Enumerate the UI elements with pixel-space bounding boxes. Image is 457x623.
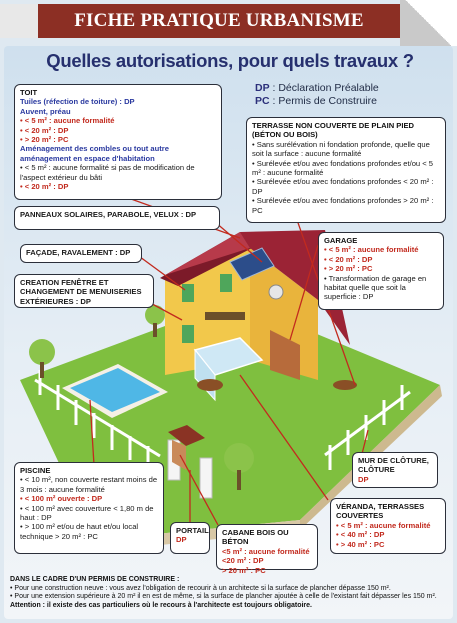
terrace-box xyxy=(246,117,446,223)
pool-box xyxy=(14,462,164,554)
roof-line-4: • < 20 m² : DP xyxy=(20,125,69,135)
cabin-title: CABANE BOIS OU BÉTON xyxy=(222,528,289,547)
solar-panels-box xyxy=(14,206,220,230)
footer-notes xyxy=(10,576,448,610)
fence-box xyxy=(352,452,438,488)
footer-line-2: • Pour une extension supérieure à 20 m² il en est de même, si la surface de plancher ajoutée à celle de l'existant fait dépasser les 150 m². xyxy=(10,593,437,601)
roof-line-6: Aménagement des combles ou tout autre aménagement en espace d'habitation xyxy=(20,144,169,163)
gate-title: PORTAIL xyxy=(176,526,209,535)
gate-box xyxy=(170,522,210,554)
tree-2 xyxy=(145,305,165,325)
balcony xyxy=(205,312,245,320)
footer-line-1: • Pour une construction neuve : vous avez l'obligation de recourir à un architecte si la surface de plancher dépasse 150 m². xyxy=(10,584,391,592)
satellite-dish-icon xyxy=(269,285,283,299)
pool-title: PISCINE xyxy=(20,466,51,475)
gate-pillar-right xyxy=(200,458,212,498)
legend-pc-text: : Permis de Construire xyxy=(269,95,377,107)
fence-text: MUR DE CLÔTURE, CLÔTURE xyxy=(358,456,429,475)
roof-line-7: • < 5 m² : aucune formalité si pas de modification de l'aspect extérieur du bâti xyxy=(20,163,195,182)
window-box xyxy=(14,274,154,308)
window-2 xyxy=(220,274,232,292)
veranda-title: VÉRANDA, TERRASSES COUVERTES xyxy=(336,502,425,521)
legend-dp-abbr: DP xyxy=(255,82,270,94)
veranda-line-1: • < 5 m² : aucune formalité xyxy=(336,520,431,530)
fence-value: DP xyxy=(358,474,369,484)
legend-dp-text: : Déclaration Préalable xyxy=(269,82,379,94)
terrace-title: TERRASSE NON COUVERTE DE PLAIN PIED (BÉTON OU BOIS) xyxy=(252,121,415,140)
window-1 xyxy=(182,284,194,302)
garage-title: GARAGE xyxy=(324,236,358,245)
pool-line-1: • < 10 m², non couverte restant moins de 3 mois : aucune formalité xyxy=(20,475,158,494)
garage-box xyxy=(318,232,444,310)
garage-line-2: • < 20 m² : DP xyxy=(324,254,373,264)
terrace-line-2: • Surélevée et/ou avec fondations profondes et/ou < 5 m² : aucune formalité xyxy=(252,158,434,178)
terrace-line-4: • Surélevée et/ou avec fondations profondes > 20 m² : PC xyxy=(252,196,434,215)
window-3 xyxy=(182,325,194,343)
cabin-line-2: <20 m² : DP xyxy=(222,556,264,566)
facade-box xyxy=(20,244,142,263)
terrace-table xyxy=(197,379,223,391)
veranda-line-3: • > 40 m² : PC xyxy=(336,539,385,549)
cabin-line-3: > 20 m² : PC xyxy=(222,565,266,575)
tree-1 xyxy=(29,339,55,365)
veranda-box xyxy=(330,498,446,554)
garage-line-4: • Transformation de garage en habitat quelle que soit la superficie : DP xyxy=(324,273,427,302)
pool-line-3: • < 100 m² avec couverture < 1,80 m de haut : DP xyxy=(20,503,154,523)
window-text: CREATION FENÊTRE ET CHANGEMENT DE MENUISERIES EXTÉRIEURES : DP xyxy=(20,278,142,306)
roof-line-8: • < 20 m² : DP xyxy=(20,182,69,192)
cabin-box xyxy=(216,524,318,575)
footer-line-3: Attention : il existe des cas particuliers où le recours à l'architecte est toujours obligatoire. xyxy=(10,601,312,609)
roof-box xyxy=(14,84,222,200)
roof-line-3: • < 5 m² : aucune formalité xyxy=(20,116,115,126)
garage-line-3: • > 20 m² : PC xyxy=(324,264,373,274)
legend-pc-abbr: PC xyxy=(255,95,270,107)
terrace-line-1: • Sans surélévation ni fondation profonde, quelle que soit la surface : aucune formalité xyxy=(252,139,430,159)
main-title: Quelles autorisations, pour quels travaux ? xyxy=(46,50,414,71)
roof-line-1: Tuiles (réfection de toiture) : DP xyxy=(20,97,135,107)
cabin-line-1: <5 m² : aucune formalité xyxy=(222,546,310,556)
veranda-line-2: • < 40 m² : DP xyxy=(336,530,385,540)
page-banner: FICHE PRATIQUE URBANISME xyxy=(38,4,400,38)
terrace-line-3: • Surélevée et/ou avec fondations profondes < 20 m² : DP xyxy=(252,177,434,196)
roof-line-2: Auvent, préau xyxy=(20,106,71,116)
pool-line-2: • < 100 m² ouverte : DP xyxy=(20,494,103,504)
gate-value: DP xyxy=(176,535,187,545)
solar-panels-text: PANNEAUX SOLAIRES, PARABOLE, VELUX : DP xyxy=(20,210,197,219)
garage-line-1: • < 5 m² : aucune formalité xyxy=(324,245,419,255)
tree-3 xyxy=(224,443,254,473)
facade-text: FAÇADE, RAVALEMENT : DP xyxy=(26,248,131,257)
footer-title: DANS LE CADRE D'UN PERMIS DE CONSTRUIRE : xyxy=(10,576,180,583)
roof-title: TOIT xyxy=(20,88,38,97)
pool-line-4: • > 100 m² et/ou de haut et/ou local technique > 20 m² : PC xyxy=(20,522,139,541)
roof-line-5: • > 20 m² : PC xyxy=(20,135,69,145)
